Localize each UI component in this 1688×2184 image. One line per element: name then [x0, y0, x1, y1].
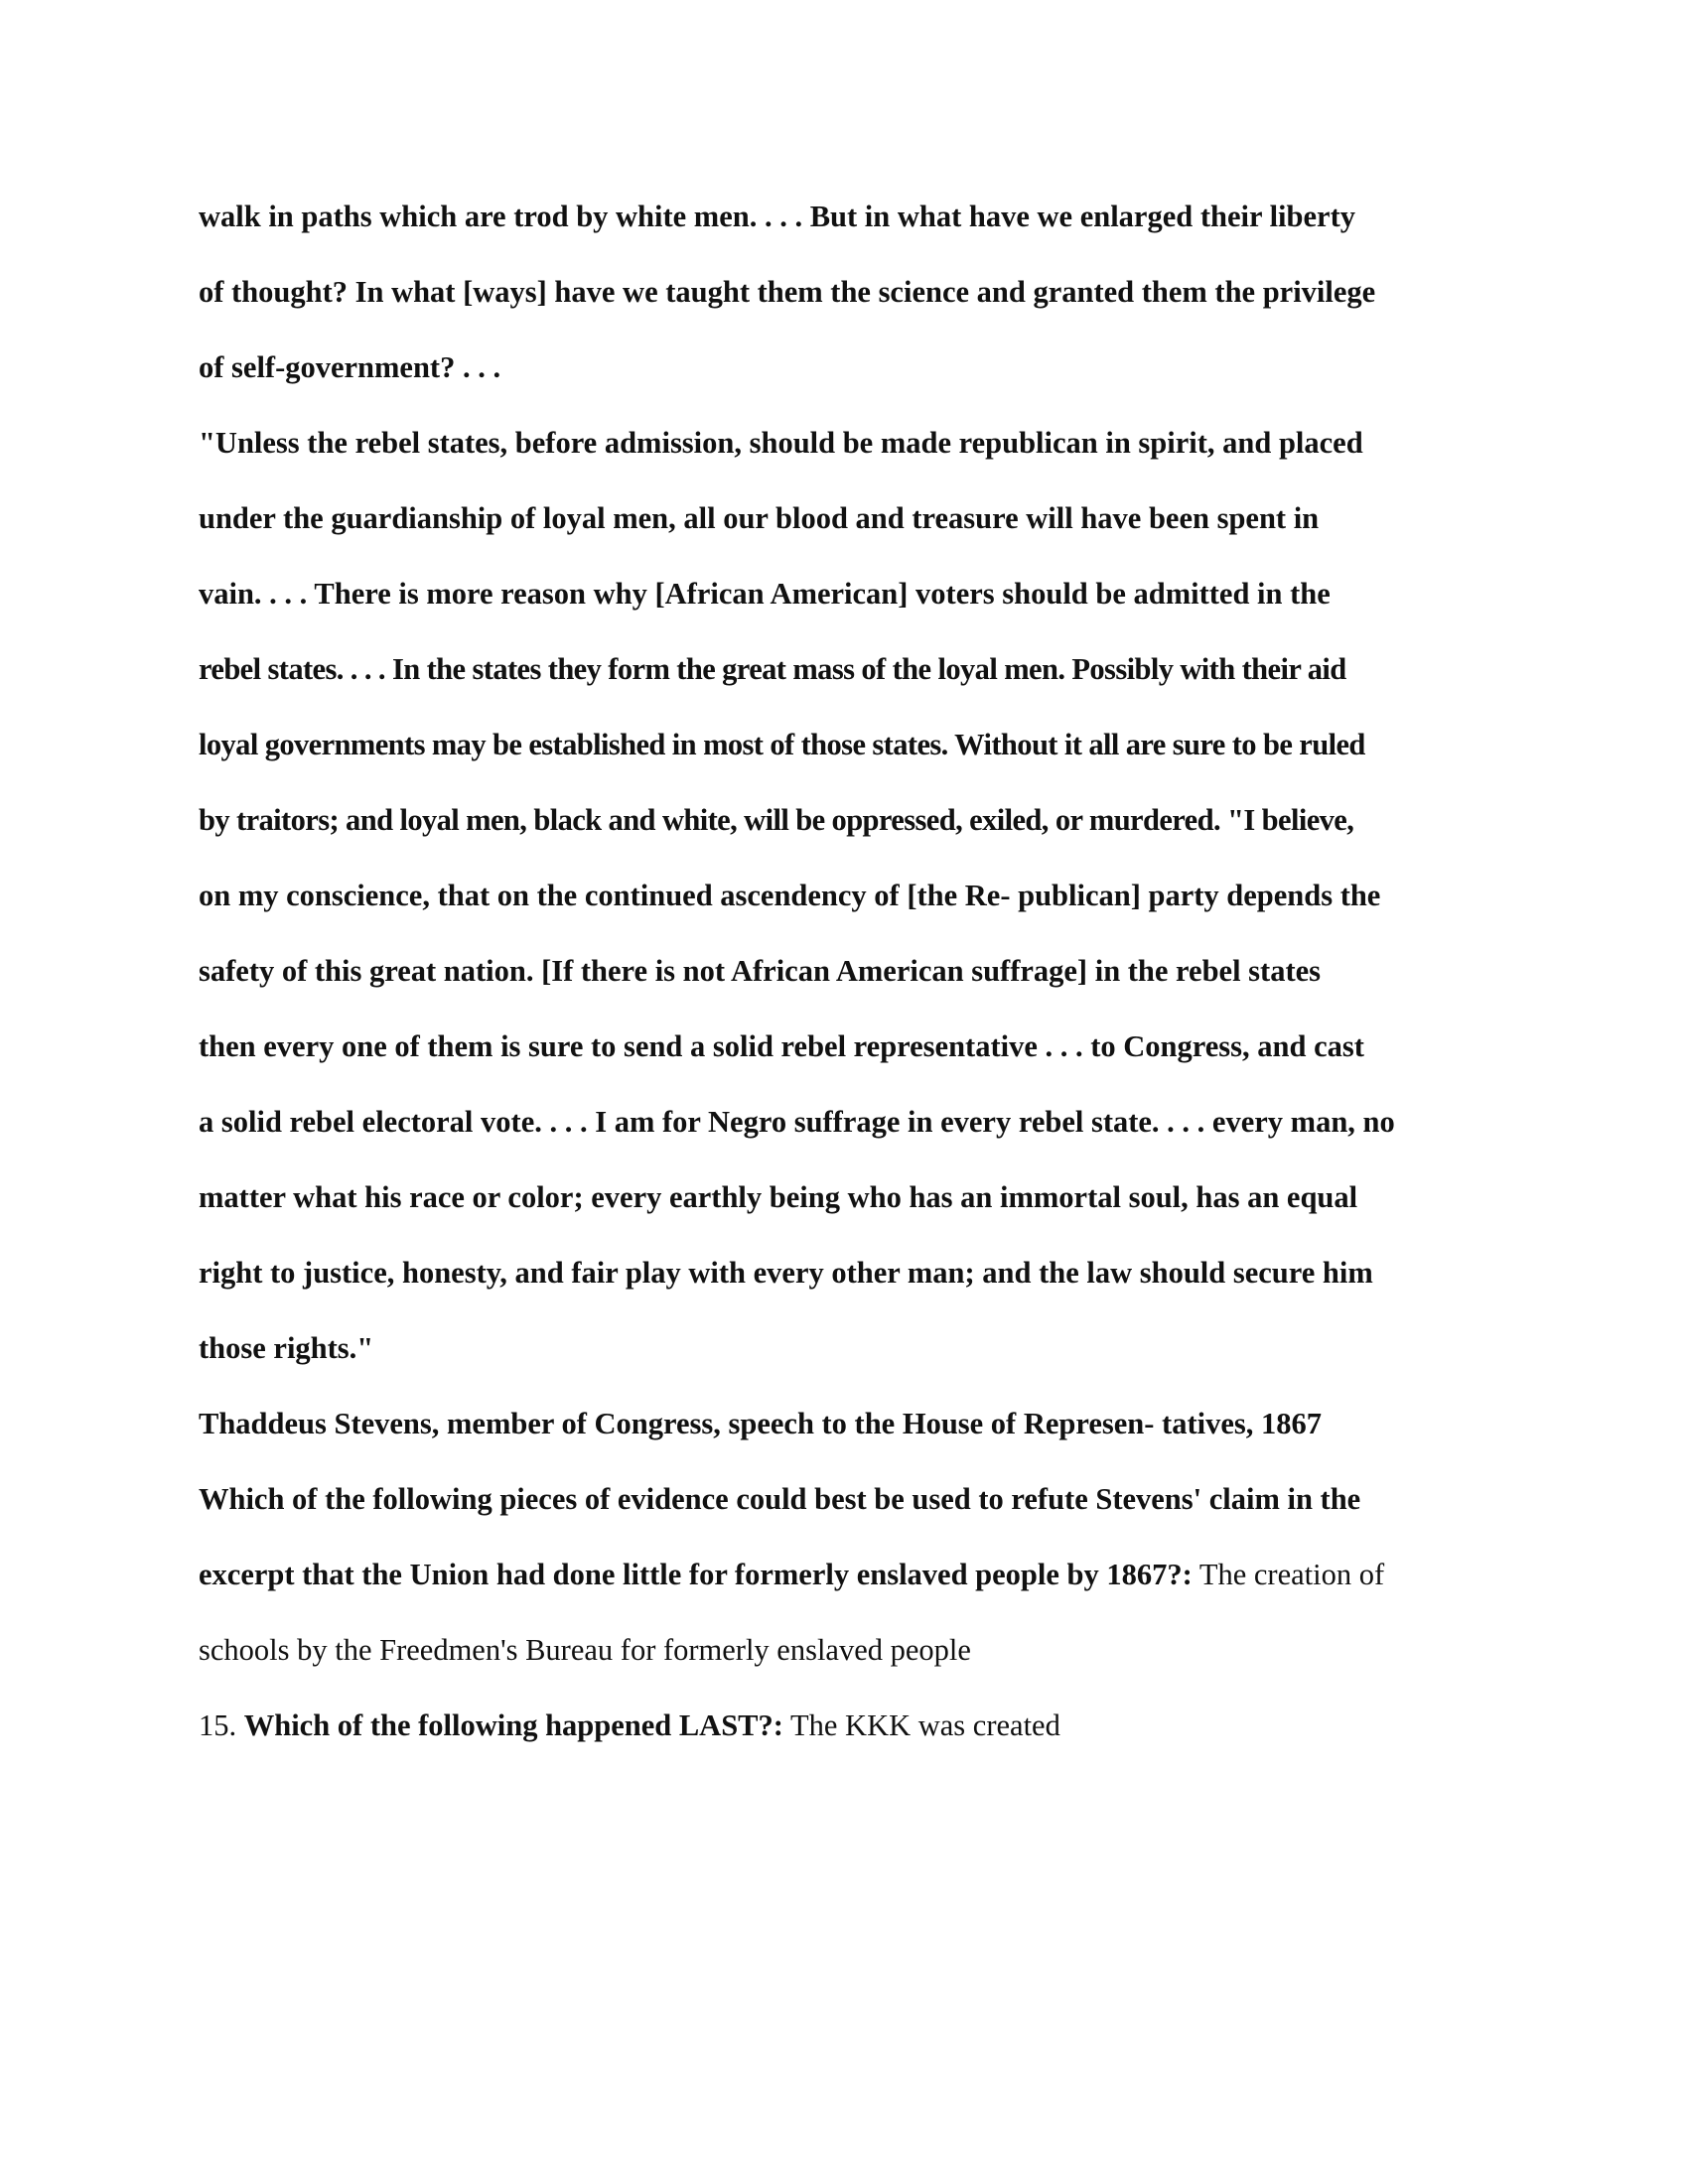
excerpt-line-9: by traitors; and loyal men, black and white, will be oppressed, exiled, or murdered. "I believe,: [199, 803, 1354, 837]
question-14-answer-continued: schools by the Freedmen's Bureau for formerly enslaved people: [199, 1633, 971, 1667]
excerpt-line-2: of thought? In what [ways] have we taught them the science and granted them the privilege: [199, 275, 1376, 309]
question-15-answer: The KKK was created: [782, 1708, 1060, 1742]
question-14-line-2: [199, 1555, 1499, 1594]
question-15-number: 15.: [199, 1708, 244, 1742]
question-14-text: excerpt that the Union had done little for formerly enslaved people by 1867?:: [199, 1558, 1193, 1591]
question-15-text: Which of the following happened LAST?:: [243, 1708, 783, 1742]
excerpt-line-1: walk in paths which are trod by white men. . . . But in what have we enlarged their liberty: [199, 200, 1355, 233]
excerpt-line-6: vain. . . . There is more reason why [African American] voters should be admitted in the: [199, 577, 1331, 611]
excerpt-line-16: those rights.": [199, 1331, 374, 1365]
question-14-answer: The creation of: [1192, 1558, 1385, 1591]
excerpt-line-4: "Unless the rebel states, before admission, should be made republican in spirit, and placed: [199, 426, 1363, 460]
excerpt-line-14: matter what his race or color; every earthly being who has an immortal soul, has an equal: [199, 1180, 1358, 1214]
excerpt-line-12: then every one of them is sure to send a solid rebel representative . . . to Congress, and cast: [199, 1029, 1364, 1063]
attribution: Thaddeus Stevens, member of Congress, speech to the House of Represen- tatives, 1867: [199, 1407, 1322, 1440]
excerpt-line-7: rebel states. . . . In the states they form the great mass of the loyal men. Possibly with their aid: [199, 652, 1346, 686]
question-14-line-1: Which of the following pieces of evidence could best be used to refute Stevens' claim in the: [199, 1482, 1361, 1516]
excerpt-line-15: right to justice, honesty, and fair play with every other man; and the law should secure him: [199, 1256, 1373, 1290]
excerpt-line-8: loyal governments may be established in most of those states. Without it all are sure to be ruled: [199, 728, 1365, 761]
excerpt-line-3: of self-government? . . .: [199, 350, 501, 384]
excerpt-line-5: under the guardianship of loyal men, all our blood and treasure will have been spent in: [199, 501, 1320, 535]
question-15: [199, 1706, 1499, 1745]
excerpt-line-13: a solid rebel electoral vote. . . . I am for Negro suffrage in every rebel state. . . . every man, no: [199, 1105, 1395, 1139]
excerpt-line-10: on my conscience, that on the continued ascendency of [the Re- publican] party depends the: [199, 879, 1381, 912]
excerpt-line-11: safety of this great nation. [If there is not African American suffrage] in the rebel states: [199, 954, 1322, 988]
